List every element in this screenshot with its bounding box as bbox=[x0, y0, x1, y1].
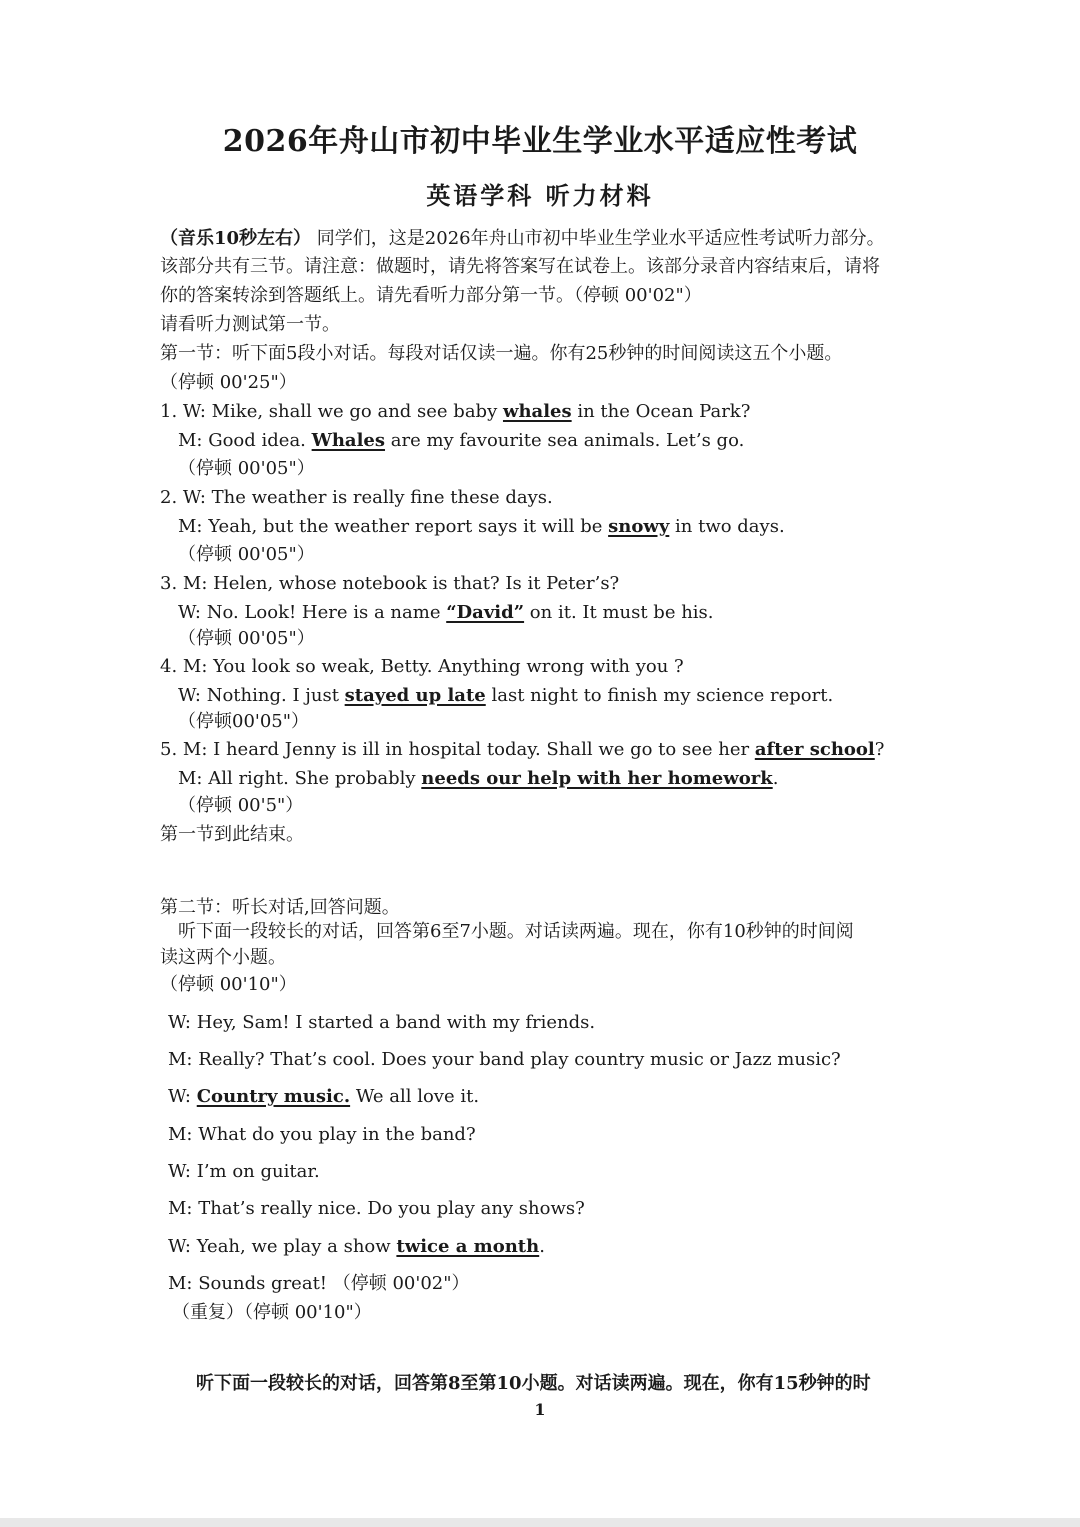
section2-pause: （停顿 00'10"） bbox=[160, 974, 297, 995]
repeat-note: （重复）（停顿 00'10"） bbox=[172, 1302, 372, 1323]
section1-heading: 第一节：听下面5段小对话。每段对话仅读一遍。你有25秒钟的时间阅读这五个小题。 bbox=[160, 343, 843, 364]
dialogue-line: M: That’s really nice. Do you play any shows? bbox=[168, 1198, 585, 1219]
dialogue-line: M: Sounds great! （停顿 00'02"） bbox=[168, 1273, 470, 1294]
section2-instruction-1: 听下面一段较长的对话，回答第6至7小题。对话读两遍。现在，你有10秒钟的时间阅 bbox=[178, 921, 854, 942]
dialogue-line: W: I’m on guitar. bbox=[168, 1161, 320, 1182]
q3-line-2: W: No. Look! Here is a name “David” on it. It must be his. bbox=[178, 602, 714, 623]
intro-line-2: 该部分共有三节。请注意：做题时，请先将答案写在试卷上。该部分录音内容结束后，请将 bbox=[160, 256, 880, 277]
page-subtitle: 英语学科 听力材料 bbox=[426, 181, 654, 210]
keyword: “David” bbox=[446, 602, 525, 623]
keyword: Whales bbox=[311, 430, 386, 451]
keyword: twice a month bbox=[396, 1236, 540, 1257]
q4-line-1: 4. M: You look so weak, Betty. Anything wrong with you ? bbox=[160, 656, 684, 677]
keyword: stayed up late bbox=[344, 685, 486, 706]
q1-line-1: 1. W: Mike, shall we go and see baby whales in the Ocean Park? bbox=[160, 401, 751, 422]
section2-heading: 第二节：听长对话,回答问题。 bbox=[160, 897, 400, 918]
page-title: 2026年舟山市初中毕业生学业水平适应性考试 bbox=[222, 124, 858, 159]
page-number: 1 bbox=[534, 1400, 546, 1419]
music-note: （音乐10秒左右） bbox=[160, 228, 312, 249]
q5-pause: （停顿 00'5"） bbox=[178, 795, 304, 816]
intro-line-4: 请看听力测试第一节。 bbox=[160, 314, 340, 335]
q2-line-1: 2. W: The weather is really fine these days. bbox=[160, 487, 553, 508]
intro-line-1: （音乐10秒左右） 同学们，这是2026年舟山市初中毕业生学业水平适应性考试听力部分。 bbox=[160, 228, 885, 249]
q1-pause: （停顿 00'05"） bbox=[178, 458, 315, 479]
section1-end: 第一节到此结束。 bbox=[160, 824, 304, 845]
q3-pause: （停顿 00'05"） bbox=[178, 628, 315, 649]
q4-pause: （停顿00'05"） bbox=[178, 711, 310, 732]
keyword: needs our help with her homework bbox=[421, 768, 773, 789]
dialogue-line: M: Really? That’s cool. Does your band play country music or Jazz music? bbox=[168, 1049, 841, 1070]
next-instruction: 听下面一段较长的对话，回答第8至第10小题。对话读两遍。现在，你有15秒钟的时 bbox=[196, 1373, 871, 1394]
section2-instruction-2: 读这两个小题。 bbox=[160, 947, 286, 968]
intro-line-3: 你的答案转涂到答题纸上。请先看听力部分第一节。（停顿 00'02"） bbox=[160, 285, 702, 306]
dialogue-line: W: Country music. We all love it. bbox=[168, 1086, 480, 1107]
dialogue-line: M: What do you play in the band? bbox=[168, 1124, 476, 1145]
q5-line-2: M: All right. She probably needs our help with her homework. bbox=[178, 768, 779, 789]
dialogue-line: W: Hey, Sam! I started a band with my friends. bbox=[168, 1012, 596, 1033]
q2-line-2: M: Yeah, but the weather report says it will be snowy in two days. bbox=[178, 516, 785, 537]
keyword: snowy bbox=[608, 516, 670, 537]
section1-pause: （停顿 00'25"） bbox=[160, 372, 297, 393]
q5-line-1: 5. M: I heard Jenny is ill in hospital today. Shall we go to see her after school? bbox=[160, 739, 885, 760]
dialogue-line: W: Yeah, we play a show twice a month. bbox=[168, 1236, 545, 1257]
keyword: after school bbox=[754, 739, 875, 760]
q3-line-1: 3. M: Helen, whose notebook is that? Is it Peter’s? bbox=[160, 573, 620, 594]
keyword: whales bbox=[502, 401, 572, 422]
q4-line-2: W: Nothing. I just stayed up late last night to finish my science report. bbox=[178, 685, 834, 706]
q2-pause: （停顿 00'05"） bbox=[178, 544, 315, 565]
q1-line-2: M: Good idea. Whales are my favourite sea animals. Let’s go. bbox=[178, 430, 745, 451]
keyword: Country music. bbox=[196, 1086, 351, 1107]
scan-edge bbox=[0, 1518, 1080, 1527]
